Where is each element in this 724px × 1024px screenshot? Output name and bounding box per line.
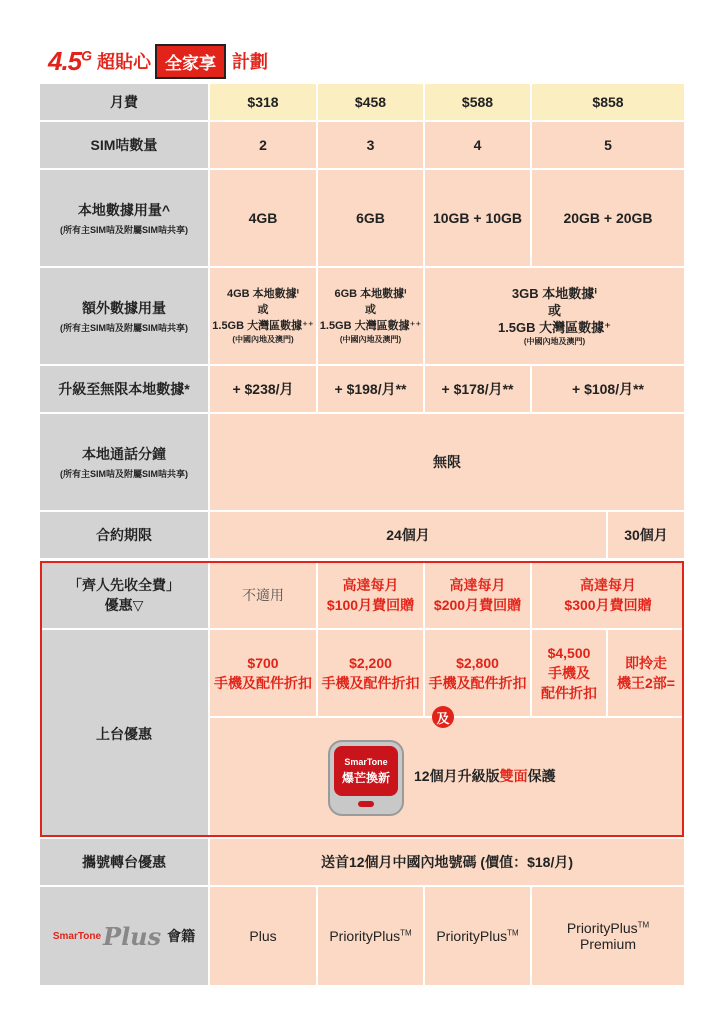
label-local-data: 本地數據用量^ (所有主SIM咭及附屬SIM咭共享): [40, 170, 208, 266]
title-word-3: 計劃: [232, 52, 269, 72]
label-voice: 本地通話分鐘 (所有主SIM咭及附屬SIM咭共享): [40, 414, 208, 510]
fee-318: $318: [210, 84, 316, 120]
voice-minutes: 無限: [210, 414, 684, 510]
sim-count: 5: [532, 122, 684, 168]
fee-458: $458: [318, 84, 423, 120]
local-data: 6GB: [318, 170, 423, 266]
extra-data-option: 4GB 本地數據ⁱ 或 1.5GB 大灣區數據⁺⁺ (中國內地及澳門): [210, 268, 316, 364]
tier-priorityplus: PriorityPlus™: [318, 887, 423, 985]
handset-discount: $2,800 手機及配件折扣: [425, 630, 530, 716]
tier-priorityplus: PriorityPlus™: [425, 887, 530, 985]
sim-count: 3: [318, 122, 423, 168]
fee-858: $858: [532, 84, 684, 120]
label-monthly-fee: 月費: [40, 84, 208, 120]
prepaid-rebate: 高達每月 $100月費回贈: [318, 561, 423, 628]
extra-data-option: 3GB 本地數據ⁱ 或 1.5GB 大灣區數據⁺ (中國內地及澳門): [425, 268, 684, 364]
prepaid-na: 不適用: [210, 561, 316, 628]
sim-count: 4: [425, 122, 530, 168]
handset-discount: $2,200 手機及配件折扣: [318, 630, 423, 716]
prepaid-rebate: 高達每月 $200月費回贈: [425, 561, 530, 628]
protection-text: 12個月升級版雙面保護: [414, 768, 556, 784]
label-prepaid-offer: 「齊人先收全費」 優惠▽: [40, 561, 208, 628]
local-data: 4GB: [210, 170, 316, 266]
contract-30: 30個月: [608, 512, 684, 558]
title-word-1: 超貼心: [97, 52, 152, 72]
fee-588: $588: [425, 84, 530, 120]
extra-data-option: 6GB 本地數據ⁱ 或 1.5GB 大灣區數據⁺⁺ (中國內地及澳門): [318, 268, 423, 364]
label-extra-data: 額外數據用量 (所有主SIM咭及附屬SIM咭共享): [40, 268, 208, 364]
smartone-app-icon: SmarTone 爆芒換新: [328, 740, 404, 816]
label-sim-count: SIM咭數量: [40, 122, 208, 168]
plus-logo: Plus: [103, 921, 162, 951]
contract-24: 24個月: [210, 512, 606, 558]
prepaid-rebate: 高達每月 $300月費回贈: [532, 561, 684, 628]
sim-count: 2: [210, 122, 316, 168]
upgrade-price: + $108/月**: [532, 366, 684, 412]
handset-discount: $700 手機及配件折扣: [210, 630, 316, 716]
tier-plus: Plus: [210, 887, 316, 985]
handset-discount: $4,500 手機及 配件折扣: [532, 630, 606, 716]
upgrade-price: + $198/月**: [318, 366, 423, 412]
4-5g-logo: $4.5^G$: [48, 45, 92, 76]
plan-title: [48, 44, 268, 78]
local-data: 20GB + 20GB: [532, 170, 684, 266]
upgrade-price: + $238/月: [210, 366, 316, 412]
and-badge: 及: [432, 706, 454, 728]
mnp-offer: 送首12個月中國內地號碼 (價值：$18/月): [210, 839, 684, 885]
label-mnp: 攜號轉台優惠: [40, 839, 208, 885]
local-data: 10GB + 10GB: [425, 170, 530, 266]
offers-highlight-border: [40, 561, 684, 837]
label-membership: SmarTone Plus 會籍: [40, 887, 208, 985]
label-upgrade: 升級至無限本地數據*: [40, 366, 208, 412]
two-flagship-phones: 即拎走 機王2部=: [608, 630, 684, 716]
label-contract: 合約期限: [40, 512, 208, 558]
title-highlight: 全家享: [155, 44, 226, 79]
upgrade-price: + $178/月**: [425, 366, 530, 412]
smartone-logo: SmarTone: [52, 930, 102, 942]
tier-priorityplus-premium: PriorityPlus™ Premium: [532, 887, 684, 985]
label-handset-offer: 上台優惠: [40, 630, 208, 837]
